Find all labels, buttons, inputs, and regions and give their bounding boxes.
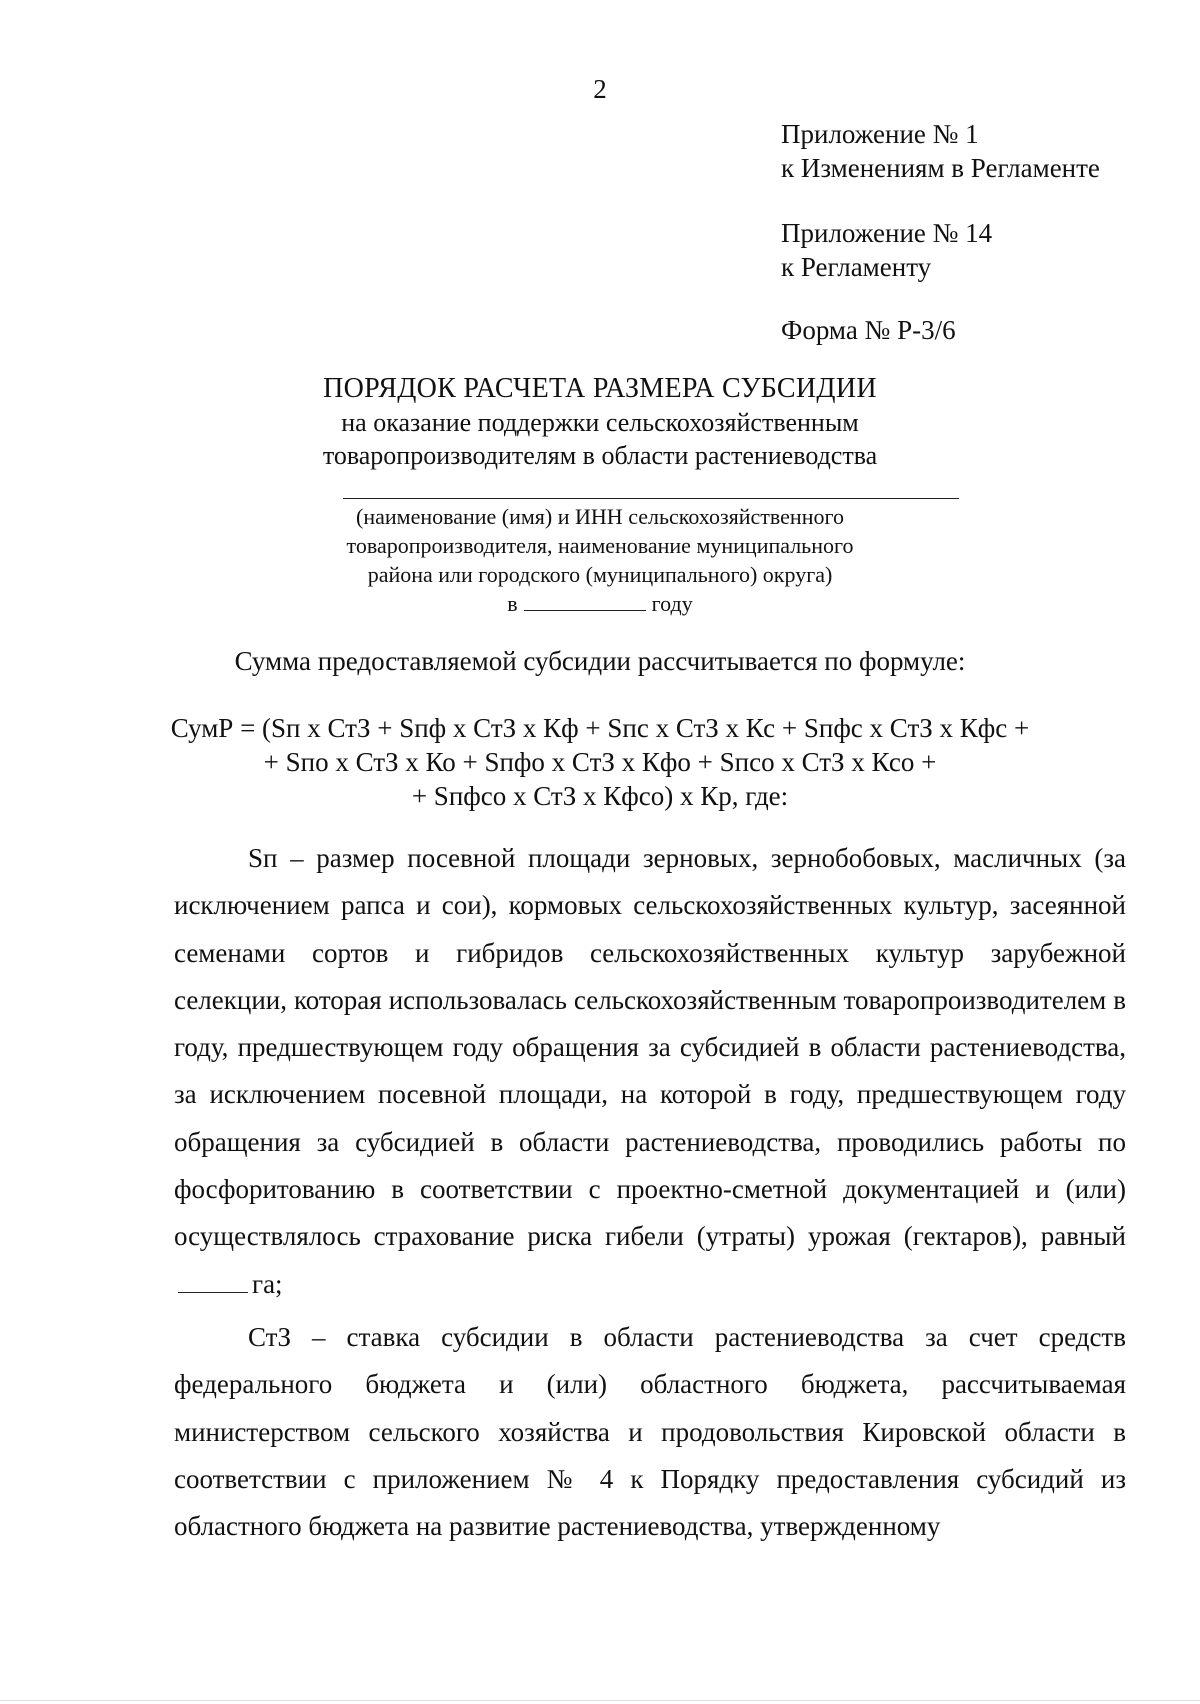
caption-line-2: товаропроизводителя, наименование муниципального: [346, 533, 854, 558]
definition-sp-text: Sп – размер посевной площади зерновых, зернобобовых, масличных (за исключением рапса и сои), кормовых сельскохозяйственных культур, засеянной семенами сортов и гибридов сельскохозяйственных культур зарубежной селекции, которая использовалась сельскохозяйственным товаропроизводителем в году, предшествующем году обращения за субсидией в области растениеводства, за исключением посевной площади, на которой в году, предшествующем году обращения за субсидией в области растениеводства, проводились работы по фосфоритованию в соответствии с проектно-сметной документацией и (или) осуществлялось страхование риска гибели (утраты) урожая (гектаров), равный: [174, 843, 1126, 1252]
definition-stz: [174, 1314, 1126, 1550]
document-title: [0, 372, 1200, 472]
annex-reference-2: [781, 216, 992, 284]
formula-line-3: + Sпфсо х СтЗ х Кфсо) х Кр, где:: [411, 781, 789, 811]
definition-stz-text: СтЗ – ставка субсидии в области растениеводства за счет средств федерального бюджета и (или) областного бюджета, рассчитываемая министерством сельского хозяйства и продовольствия Кировской области в соответствии с приложением № 4 к Порядку предоставления субсидий из областного бюджета на развитие растениеводства, утвержденному: [174, 1321, 1126, 1542]
caption-year-line: [0, 589, 1200, 618]
caption-line-3: района или городского (муниципального) округа): [367, 562, 833, 587]
definitions-body: [174, 835, 1126, 1556]
area-blank: [178, 1270, 248, 1293]
annex-1-line-2: к Изменениям в Регламенте: [781, 153, 1100, 183]
title-subtitle-line-2: товаропроизводителям в области растениеводства: [322, 441, 878, 470]
title-subtitle-line-1: на оказание поддержки сельскохозяйственным: [341, 408, 859, 437]
form-number: Форма № Р-3/6: [781, 315, 956, 345]
annex-1-line-1: Приложение № 1: [781, 119, 979, 149]
year-blank: [524, 590, 646, 611]
annex-2-line-2: к Регламенту: [781, 252, 932, 282]
page-bottom-edge: [0, 1700, 1200, 1701]
page-number: 2: [593, 74, 607, 104]
year-prefix: в: [507, 591, 518, 616]
subsidy-formula: [0, 711, 1200, 813]
formula-intro: Сумма предоставляемой субсидии рассчитывается по формуле:: [234, 646, 966, 676]
formula-line-2: + Sпо х СтЗ х Ко + Sпфо х СтЗ х Кфо + Sпсо х СтЗ х Ксо +: [263, 747, 937, 777]
formula-line-1: СумР = (Sп х СтЗ + Sпф х СтЗ х Кф + Sпс х СтЗ х Кс + Sпфс х СтЗ х Кфс +: [170, 713, 1030, 743]
definition-sp-unit: га;: [252, 1268, 283, 1299]
definition-sp: [174, 835, 1126, 1308]
title-main: ПОРЯДОК РАСЧЕТА РАЗМЕРА СУБСИДИИ: [323, 373, 877, 404]
caption-line-1: (наименование (имя) и ИНН сельскохозяйственного: [356, 504, 844, 529]
producer-caption: [0, 502, 1200, 618]
producer-name-blank-line: [343, 498, 959, 499]
annex-2-line-1: Приложение № 14: [781, 218, 993, 248]
annex-reference-1: [781, 117, 1100, 185]
year-suffix: году: [651, 591, 693, 616]
